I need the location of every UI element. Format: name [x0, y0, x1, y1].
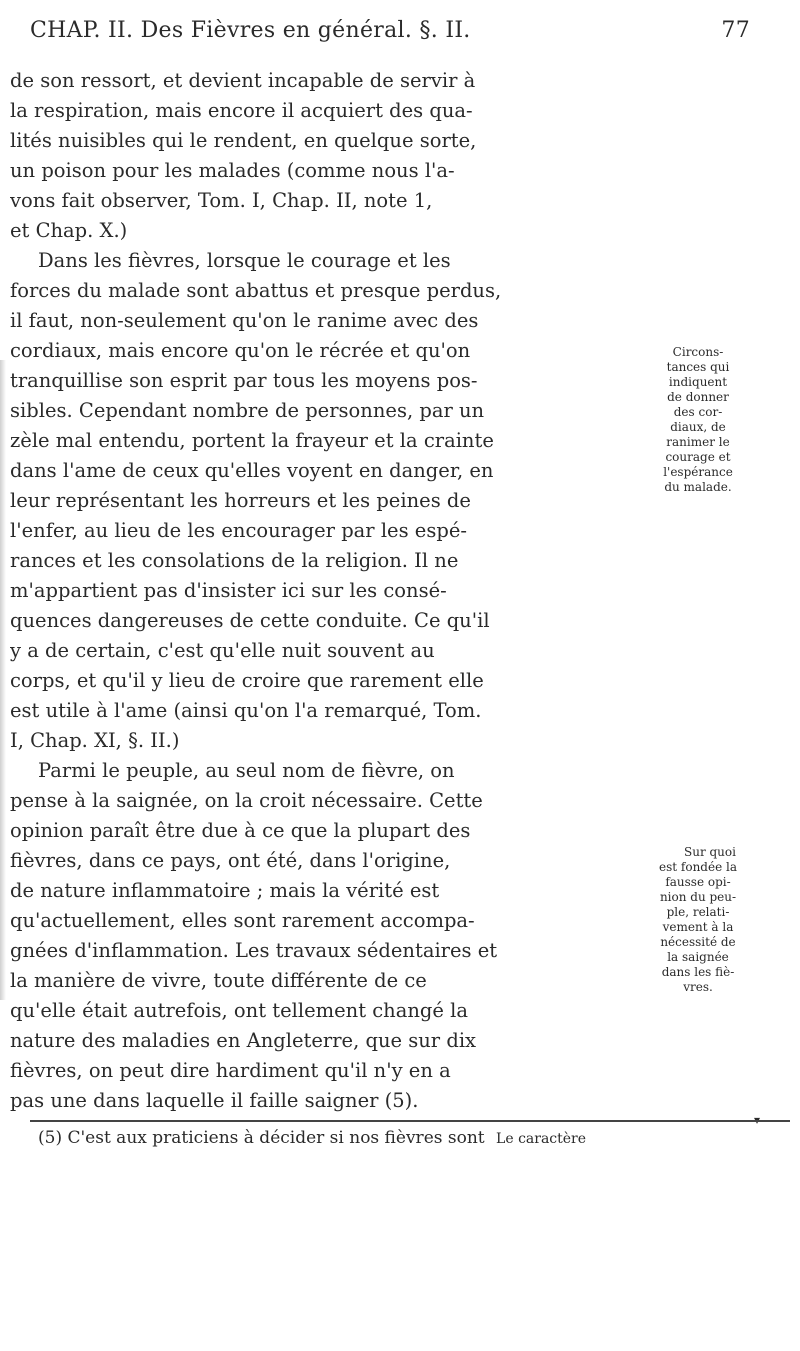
margin-note-line: ranimer le	[666, 435, 730, 449]
text-line: lités nuisibles qui le rendent, en quelque sorte,	[10, 129, 477, 152]
margin-note-line: courage et	[665, 450, 731, 464]
text-line: quences dangereuses de cette conduite. Ce qu'il	[10, 609, 490, 632]
text-line: de nature inflammatoire ; mais la vérité est	[10, 879, 440, 902]
text-line: rances et les consolations de la religion. Il ne	[10, 549, 459, 572]
page-number: 77	[721, 18, 750, 43]
text-line: dans l'ame de ceux qu'elles voyent en danger, en	[10, 459, 494, 482]
text-line: fièvres, on peut dire hardiment qu'il n'y en a	[10, 1059, 451, 1082]
chapter-title: CHAP. II. Des Fièvres en général. §. II.	[30, 18, 471, 43]
margin-note-bloodletting	[648, 845, 748, 995]
margin-note-line: dans les fiè-	[661, 965, 735, 979]
margin-note-line: des cor-	[673, 405, 723, 419]
footnote-text: (5) C'est aux praticiens à décider si nos fièvres sont	[38, 1128, 485, 1148]
text-line: et Chap. X.)	[10, 219, 128, 242]
text-line: sibles. Cependant nombre de personnes, par un	[10, 399, 485, 422]
margin-note-line: vres.	[683, 980, 713, 994]
margin-note-line: l'espérance	[663, 465, 733, 479]
text-line: tranquillise son esprit par tous les moyens pos-	[10, 369, 478, 392]
text-line: qu'actuellement, elles sont rarement accompa-	[10, 909, 475, 932]
text-line: forces du malade sont abattus et presque perdus,	[10, 279, 502, 302]
text-line: zèle mal entendu, portent la frayeur et la crainte	[10, 429, 494, 452]
margin-note-line: nécessité de	[660, 935, 736, 949]
running-header	[30, 18, 750, 43]
text-line: l'enfer, au lieu de les encourager par les espé-	[10, 519, 467, 542]
text-line: qu'elle était autrefois, ont tellement changé la	[10, 999, 469, 1022]
text-line: de son ressort, et devient incapable de servir à	[10, 69, 476, 92]
text-line: pense à la saignée, on la croit nécessaire. Cette	[10, 789, 483, 812]
text-line: gnées d'inflammation. Les travaux sédentaires et	[10, 939, 498, 962]
text-line: nature des maladies en Angleterre, que sur dix	[10, 1029, 477, 1052]
margin-note-line: Sur quoi	[684, 845, 736, 859]
text-line: un poison pour les malades (comme nous l'a-	[10, 159, 455, 182]
catchword: Le caractère	[496, 1131, 587, 1147]
margin-note-cordials	[648, 345, 748, 495]
text-line: la respiration, mais encore il acquiert des qua-	[10, 99, 473, 122]
margin-note-line: est fondée la	[659, 860, 737, 874]
margin-note-line: de donner	[667, 390, 729, 404]
margin-note-line: ple, relati-	[666, 905, 730, 919]
margin-note-line: du malade.	[664, 480, 732, 494]
margin-note-line: nion du peu-	[659, 890, 737, 904]
text-line: il faut, non-seulement qu'on le ranime avec des	[10, 309, 479, 332]
margin-note-line: Circons-	[672, 345, 724, 359]
margin-note-line: tances qui	[666, 360, 730, 374]
main-text	[10, 66, 646, 1116]
margin-note-line: diaux, de	[670, 420, 726, 434]
text-line: I, Chap. XI, §. II.)	[10, 729, 180, 752]
text-line: Parmi le peuple, au seul nom de fièvre, on	[38, 759, 455, 782]
text-line: corps, et qu'il y lieu de croire que rarement elle	[10, 669, 484, 692]
text-line: cordiaux, mais encore qu'on le récrée et qu'on	[10, 339, 471, 362]
text-line: la manière de vivre, toute différente de ce	[10, 969, 427, 992]
text-line: pas une dans laquelle il faille saigner (5).	[10, 1089, 419, 1112]
margin-note-line: indiquent	[668, 375, 728, 389]
margin-note-line: vement à la	[662, 920, 734, 934]
footnote	[38, 1128, 798, 1148]
text-line: leur représentant les horreurs et les peines de	[10, 489, 471, 512]
text-line: fièvres, dans ce pays, ont été, dans l'origine,	[10, 849, 451, 872]
margin-note-line: fausse opi-	[665, 875, 731, 889]
text-line: vons fait observer, Tom. I, Chap. II, note 1,	[10, 189, 433, 212]
page-binding-shadow	[0, 360, 6, 1000]
footnote-rule	[30, 1120, 790, 1122]
margin-note-line: la saignée	[667, 950, 729, 964]
text-line: opinion paraît être due à ce que la plupart des	[10, 819, 471, 842]
text-line: Dans les fièvres, lorsque le courage et les	[38, 249, 451, 272]
text-line: est utile à l'ame (ainsi qu'on l'a remarqué, Tom.	[10, 699, 482, 722]
text-line: y a de certain, c'est qu'elle nuit souvent au	[10, 639, 435, 662]
text-line: m'appartient pas d'insister ici sur les consé-	[10, 579, 447, 602]
